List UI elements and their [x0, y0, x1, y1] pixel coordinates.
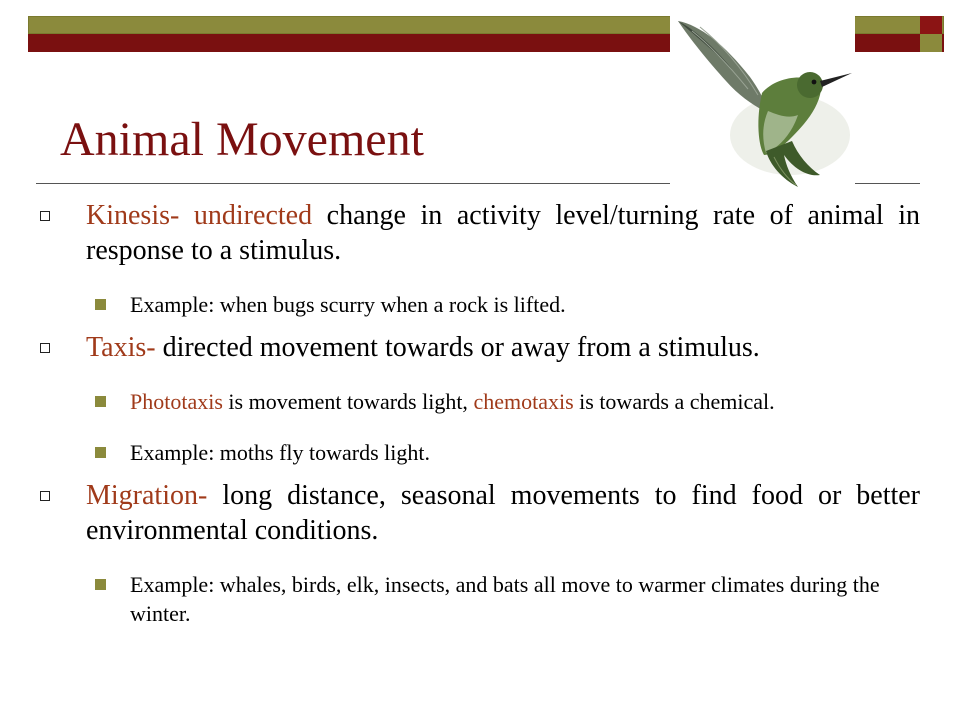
- bullet-kinesis: [40, 198, 920, 268]
- sub-bullet-phototaxis: [130, 387, 920, 416]
- sub-bullet-text: Example: whales, birds, elk, insects, and bats all move to warmer climates during the winter.: [130, 572, 880, 626]
- slide-content: [40, 198, 920, 639]
- accent-undirected: undirected: [193, 200, 313, 231]
- term-migration: Migration-: [86, 480, 208, 511]
- square-bullet-icon: [95, 299, 106, 310]
- box-bullet-icon: [40, 343, 50, 353]
- sub-bullet-kinesis-example: [130, 290, 920, 319]
- sub-bullet-text: Example: when bugs scurry when a rock is lifted.: [130, 292, 566, 317]
- term-taxis: Taxis-: [86, 332, 156, 363]
- sub-bullet-text: is towards a chemical.: [579, 389, 775, 414]
- corner-square-red: [920, 16, 942, 34]
- sub-bullet-text: Example: moths fly towards light.: [130, 440, 431, 465]
- bullet-taxis: [40, 330, 920, 365]
- bullet-text: directed movement towards or away from a stimulus.: [162, 332, 760, 363]
- box-bullet-icon: [40, 491, 50, 501]
- square-bullet-icon: [95, 579, 106, 590]
- corner-square-olive: [920, 34, 942, 52]
- hummingbird-image: [670, 15, 855, 190]
- square-bullet-icon: [95, 447, 106, 458]
- sub-bullet-taxis-example: [130, 438, 920, 467]
- bullet-text: change in activity level/turning rate of animal in response to a stimulus.: [86, 200, 921, 266]
- sub-bullet-migration-example: [130, 570, 920, 628]
- square-bullet-icon: [95, 396, 106, 407]
- page-title: Animal Movement: [60, 113, 424, 166]
- term-chemotaxis: chemotaxis: [473, 389, 574, 414]
- hummingbird-icon: [670, 15, 855, 190]
- sub-bullet-text: is movement towards light,: [228, 389, 468, 414]
- term-phototaxis: Phototaxis: [130, 389, 223, 414]
- box-bullet-icon: [40, 211, 50, 221]
- bullet-migration: [40, 478, 920, 548]
- bullet-text: long distance, seasonal movements to find food or better environmental conditions.: [86, 480, 921, 546]
- term-kinesis: Kinesis-: [86, 200, 180, 231]
